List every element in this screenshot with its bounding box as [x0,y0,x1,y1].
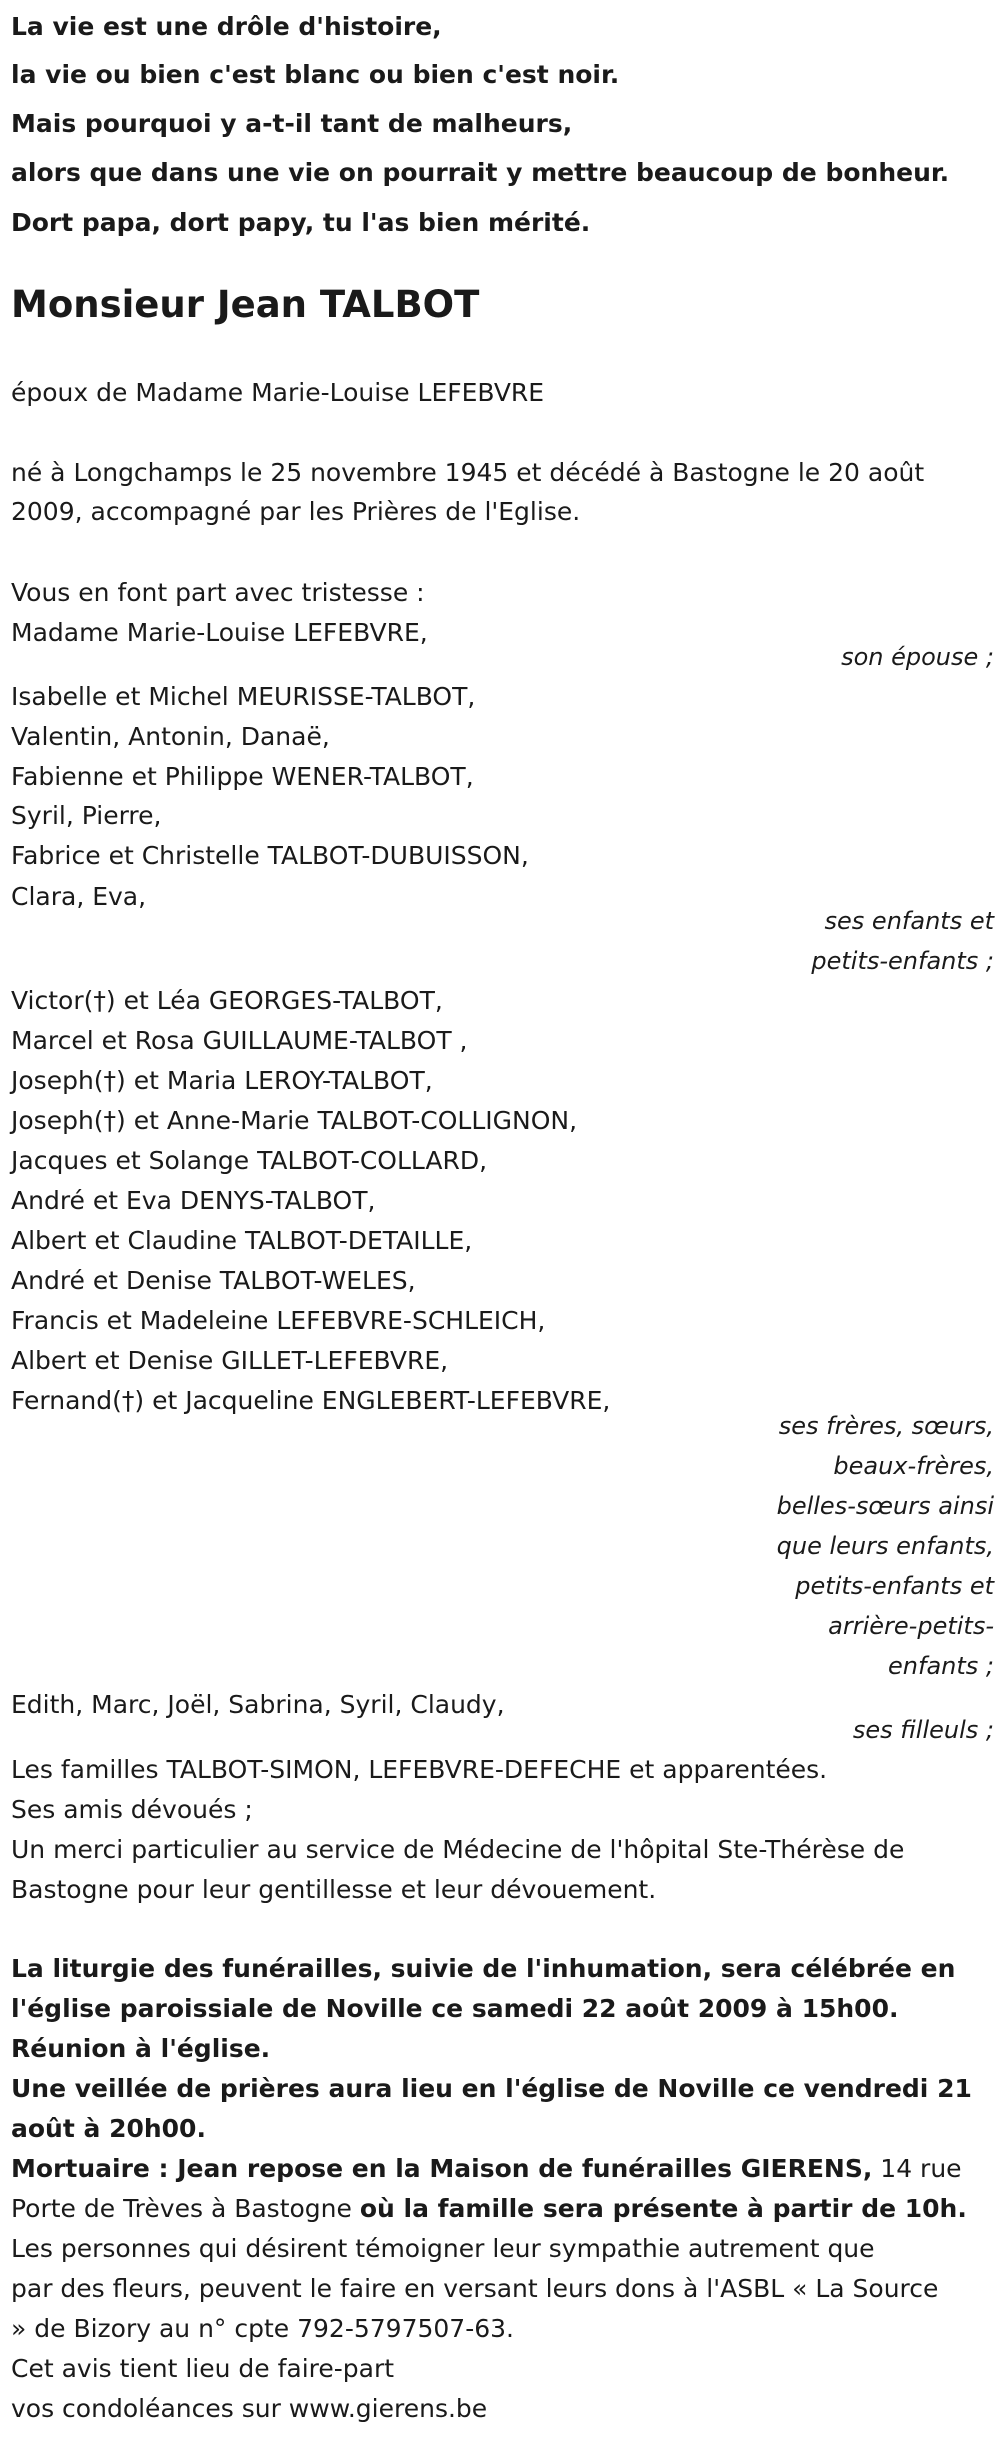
birth-line-1: né à Longchamps le 25 novembre 1945 et décédé à Bastogne le 20 août [11,458,925,487]
friends-line: Ses amis dévoués ; [11,1795,253,1824]
siblings-role-6: arrière-petits- [828,1612,994,1640]
condolences-link[interactable]: vos condoléances sur www.gierens.be [11,2394,488,2423]
mortuary-bold-1: Mortuaire : Jean repose en la Maison de funérailles GIERENS, [11,2154,873,2183]
poem-line-3: Mais pourquoi y a-t-il tant de malheurs, [11,109,573,138]
deceased-name: Monsieur Jean TALBOT [11,283,480,326]
liturgy-line-1: La liturgie des funérailles, suivie de l'inhumation, sera célébrée en [11,1954,956,1983]
donation-line-2: par des fleurs, peuvent le faire en versant leurs dons à l'ASBL « La Source [11,2274,939,2303]
vigil-line-1: Une veillée de prières aura lieu en l'église de Noville ce vendredi 21 [11,2074,972,2103]
sibling-line-9: Francis et Madeleine LEFEBVRE-SCHLEICH, [11,1306,546,1335]
godchildren-role: ses filleuls ; [852,1716,994,1744]
mortuary-line-2 [11,2196,967,2221]
mortuary-bold-2: où la famille sera présente à partir de 10h. [359,2194,967,2223]
sibling-line-5: Jacques et Solange TALBOT-COLLARD, [11,1146,488,1175]
child-line-4: Syril, Pierre, [11,801,162,830]
mortuary-line-1 [11,2156,962,2181]
siblings-role-5: petits-enfants et [795,1572,994,1600]
poem-line-2: la vie ou bien c'est blanc ou bien c'est noir. [11,60,620,89]
sibling-line-2: Marcel et Rosa GUILLAUME-TALBOT , [11,1026,468,1055]
poem-line-1: La vie est une drôle d'histoire, [11,12,442,41]
announce-intro: Vous en font part avec tristesse : [11,578,425,607]
child-line-6: Clara, Eva, [11,882,147,911]
birth-line-2: 2009, accompagné par les Prières de l'Eglise. [11,497,581,526]
sibling-line-3: Joseph(†) et Maria LEROY-TALBOT, [11,1066,433,1095]
vigil-line-2: août à 20h00. [11,2114,206,2143]
families-line: Les familles TALBOT-SIMON, LEFEBVRE-DEFECHE et apparentées. [11,1755,828,1784]
donation-line-1: Les personnes qui désirent témoigner leur sympathie autrement que [11,2234,875,2263]
epouse-role: son épouse ; [841,643,994,671]
sibling-line-8: André et Denise TALBOT-WELES, [11,1266,416,1295]
siblings-role-7: enfants ; [888,1652,994,1680]
siblings-role-4: que leurs enfants, [776,1532,994,1560]
sibling-line-10: Albert et Denise GILLET-LEFEBVRE, [11,1346,449,1375]
thanks-line-1: Un merci particulier au service de Médecine de l'hôpital Ste-Thérèse de [11,1835,905,1864]
child-line-3: Fabienne et Philippe WENER-TALBOT, [11,762,474,791]
godchildren-line: Edith, Marc, Joël, Sabrina, Syril, Claudy, [11,1690,505,1719]
spouse-line: époux de Madame Marie-Louise LEFEBVRE [11,378,545,407]
poem-line-4: alors que dans une vie on pourrait y mettre beaucoup de bonheur. [11,158,950,187]
siblings-role-3: belles-sœurs ainsi [776,1492,994,1520]
sibling-line-1: Victor(†) et Léa GEORGES-TALBOT, [11,986,443,1015]
sibling-line-6: André et Eva DENYS-TALBOT, [11,1186,376,1215]
sibling-line-11: Fernand(†) et Jacqueline ENGLEBERT-LEFEBVRE, [11,1386,611,1415]
siblings-role-1: ses frères, sœurs, [778,1412,994,1440]
donation-line-3: » de Bizory au n° cpte 792-5797507-63. [11,2314,514,2343]
mortuary-normal-1: 14 rue [872,2154,962,2183]
siblings-role-2: beaux-frères, [833,1452,994,1480]
child-line-1: Isabelle et Michel MEURISSE-TALBOT, [11,682,476,711]
poem-line-5: Dort papa, dort papy, tu l'as bien mérité. [11,208,591,237]
announce-epouse: Madame Marie-Louise LEFEBVRE, [11,618,428,647]
child-line-2: Valentin, Antonin, Danaë, [11,722,330,751]
child-line-5: Fabrice et Christelle TALBOT-DUBUISSON, [11,841,529,870]
liturgy-line-3: Réunion à l'église. [11,2034,271,2063]
thanks-line-2: Bastogne pour leur gentillesse et leur dévouement. [11,1875,657,1904]
sibling-line-7: Albert et Claudine TALBOT-DETAILLE, [11,1226,473,1255]
mortuary-normal-2: Porte de Trèves à Bastogne [11,2194,360,2223]
notice-line: Cet avis tient lieu de faire-part [11,2354,395,2383]
children-role-1: ses enfants et [824,907,994,935]
liturgy-line-2: l'église paroissiale de Noville ce samedi 22 août 2009 à 15h00. [11,1994,899,2023]
sibling-line-4: Joseph(†) et Anne-Marie TALBOT-COLLIGNON, [11,1106,578,1135]
children-role-2: petits-enfants ; [811,947,994,975]
